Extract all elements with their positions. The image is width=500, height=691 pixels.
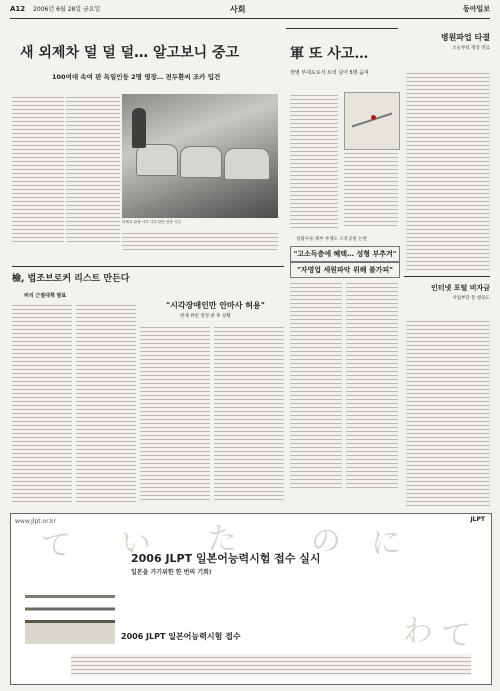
map-marker-icon — [371, 115, 376, 120]
top-story-subhead: 100여대 속여 판 독일인등 2명 영장… 전두환씨 조카 입건 — [52, 73, 221, 81]
ad-site: www.jlpt.or.kr — [15, 518, 56, 525]
right-story-1-title: 병원파업 타결 — [440, 33, 490, 42]
mid-feature-text-2 — [346, 280, 398, 490]
right-story-1 — [404, 28, 490, 68]
box-military-text-2 — [344, 150, 398, 228]
accident-map — [344, 92, 400, 150]
ad-headline: 2006 JLPT 일본어능력시험 접수 실시 — [131, 552, 321, 565]
header-rule — [10, 18, 490, 19]
ad-exam-title: 2006 JLPT 일본어능력시험 접수 — [121, 632, 241, 641]
bottom-mid-text — [140, 324, 210, 502]
ad-subline: 일본을 가기위한 한 번의 기회! — [131, 569, 212, 576]
car-shape — [136, 144, 178, 176]
top-story-text-3 — [122, 230, 278, 252]
bottom-mid-headline: "시각장애인만 안마사 허용" — [166, 301, 265, 310]
top-story-photo — [122, 94, 278, 218]
bottom-left-headline: 檢, 법조브로커 리스트 만든다 — [12, 274, 130, 284]
box-military-subtitle: 장병 부대도로서 트럭 넘어 5명 숨져 — [290, 70, 369, 76]
page-number: A12 — [10, 5, 26, 13]
top-story-headline: 새 외제차 덜 덜 덜… 알고보니 중고 — [20, 45, 240, 61]
jlpt-advertisement — [10, 513, 492, 685]
box-military-title: 軍 또 사고… — [290, 46, 369, 62]
bottom-left-story — [12, 266, 284, 284]
ad-kana: に — [371, 526, 401, 561]
bottom-left-text-2 — [76, 302, 136, 502]
right-story-2-subtitle: 사업부단 문 항을도 — [452, 296, 490, 301]
right-story-1-text — [406, 70, 490, 270]
top-story-text — [12, 94, 64, 244]
castle-illustration — [25, 574, 115, 644]
section-name: 사회 — [230, 5, 246, 14]
ad-logo: JLPT — [470, 516, 485, 523]
ad-kana: た — [207, 522, 237, 557]
photo-caption: 외제차 판매 사기 사건 관련 현장 사진 — [122, 220, 181, 224]
right-story-2-text — [406, 318, 490, 506]
ad-kana: の — [311, 524, 341, 559]
page-header — [10, 4, 490, 18]
bottom-left-text — [12, 302, 72, 502]
ad-details — [71, 654, 471, 676]
mid-feature-text — [290, 280, 342, 490]
person-silhouette — [132, 108, 146, 148]
ad-kana: て — [41, 528, 71, 563]
box-military-text — [290, 92, 338, 228]
newspaper-logo: 동아일보 — [462, 5, 490, 13]
box-military-accident — [286, 28, 398, 85]
right-story-2-title: 인터넷 포털 비자금 — [431, 284, 490, 292]
ad-kana: い — [121, 526, 151, 561]
mid-feature-quote-2: "자영업 세원파악 위해 불가피" — [290, 262, 400, 278]
bottom-left-sub: 비리 근절대책 발표 — [24, 293, 67, 299]
ad-kana: て — [441, 618, 471, 653]
right-story-2 — [404, 276, 490, 317]
right-story-1-subtitle: 오늘부터 정상 진료 — [452, 46, 490, 51]
ad-kana: わ — [403, 614, 433, 649]
car-shape — [224, 148, 270, 180]
top-story-text-2 — [66, 94, 120, 244]
car-shape — [180, 146, 222, 178]
bottom-mid-sub: 헌재 위헌 결정 판 후 상황 — [180, 314, 231, 319]
mid-feature-kicker: 성범수술·제부 투쟁도 소폭공원 논란 — [296, 237, 367, 242]
mid-feature-quote-1: "고소득층에 혜택… 성형 부추겨" — [290, 246, 400, 262]
bottom-mid-text-2 — [214, 324, 284, 502]
issue-date: 2006년 6월 28일 금요일 — [33, 6, 101, 13]
